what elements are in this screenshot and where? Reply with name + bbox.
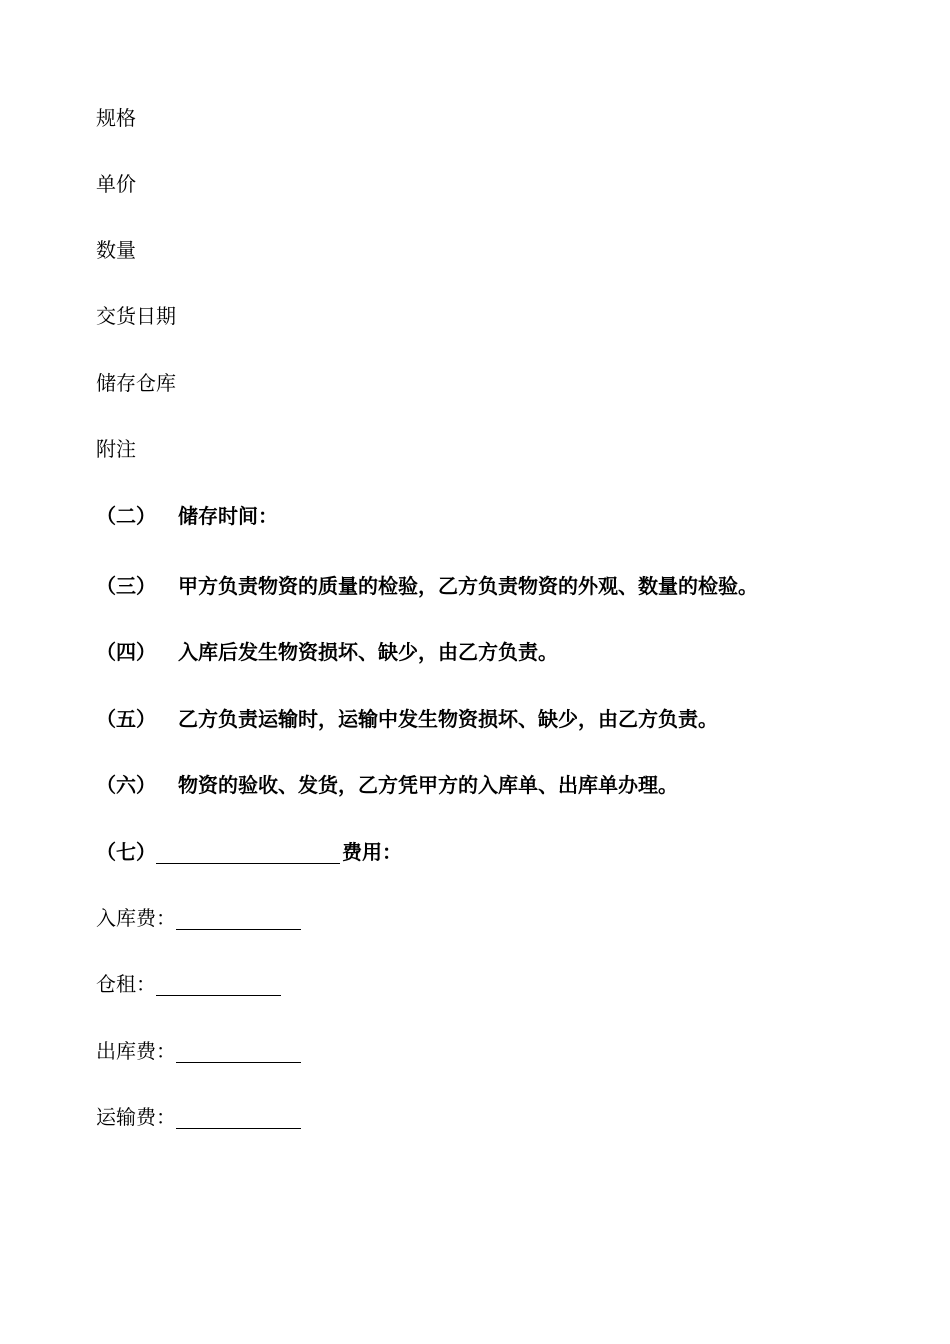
clause-text: 物资的验收、发货，乙方凭甲方的入库单、出库单办理。	[178, 773, 678, 797]
clause-3	[96, 574, 758, 598]
fees-heading-text: 费用：	[342, 840, 402, 864]
clause-number: （七）	[96, 840, 156, 864]
fee-row-inbound	[96, 906, 301, 930]
fee-label: 仓租：	[96, 972, 156, 996]
fee-row-outbound	[96, 1039, 301, 1063]
clause-2	[96, 504, 278, 528]
fee-row-rent	[96, 972, 281, 996]
field-unit-price: 单价	[96, 172, 136, 196]
clause-text: 入库后发生物资损坏、缺少，由乙方负责。	[178, 640, 558, 664]
fee-blank[interactable]	[176, 1042, 301, 1063]
clause-6	[96, 773, 678, 797]
clause-number: （三）	[96, 574, 156, 598]
clause-5	[96, 707, 718, 731]
fee-label: 运输费：	[96, 1105, 176, 1129]
field-delivery-date: 交货日期	[96, 304, 176, 328]
clause-text: 乙方负责运输时，运输中发生物资损坏、缺少，由乙方负责。	[178, 707, 718, 731]
fill-in-blank[interactable]	[156, 843, 340, 864]
fee-label: 入库费：	[96, 906, 176, 930]
fee-blank[interactable]	[176, 1108, 301, 1129]
clause-4	[96, 640, 558, 664]
fee-blank[interactable]	[156, 975, 281, 996]
clause-text: 甲方负责物资的质量的检验，乙方负责物资的外观、数量的检验。	[178, 574, 758, 598]
clause-text: 储存时间：	[178, 504, 278, 528]
field-quantity: 数量	[96, 238, 136, 262]
fee-label: 出库费：	[96, 1039, 176, 1063]
clause-number: （二）	[96, 504, 156, 528]
fee-row-transport	[96, 1105, 301, 1129]
field-spec: 规格	[96, 106, 136, 130]
clause-number: （六）	[96, 773, 156, 797]
field-warehouse: 储存仓库	[96, 371, 176, 395]
clause-number: （五）	[96, 707, 156, 731]
clause-7-fees-heading	[96, 840, 402, 864]
field-remarks: 附注	[96, 437, 136, 461]
clause-number: （四）	[96, 640, 156, 664]
fee-blank[interactable]	[176, 909, 301, 930]
